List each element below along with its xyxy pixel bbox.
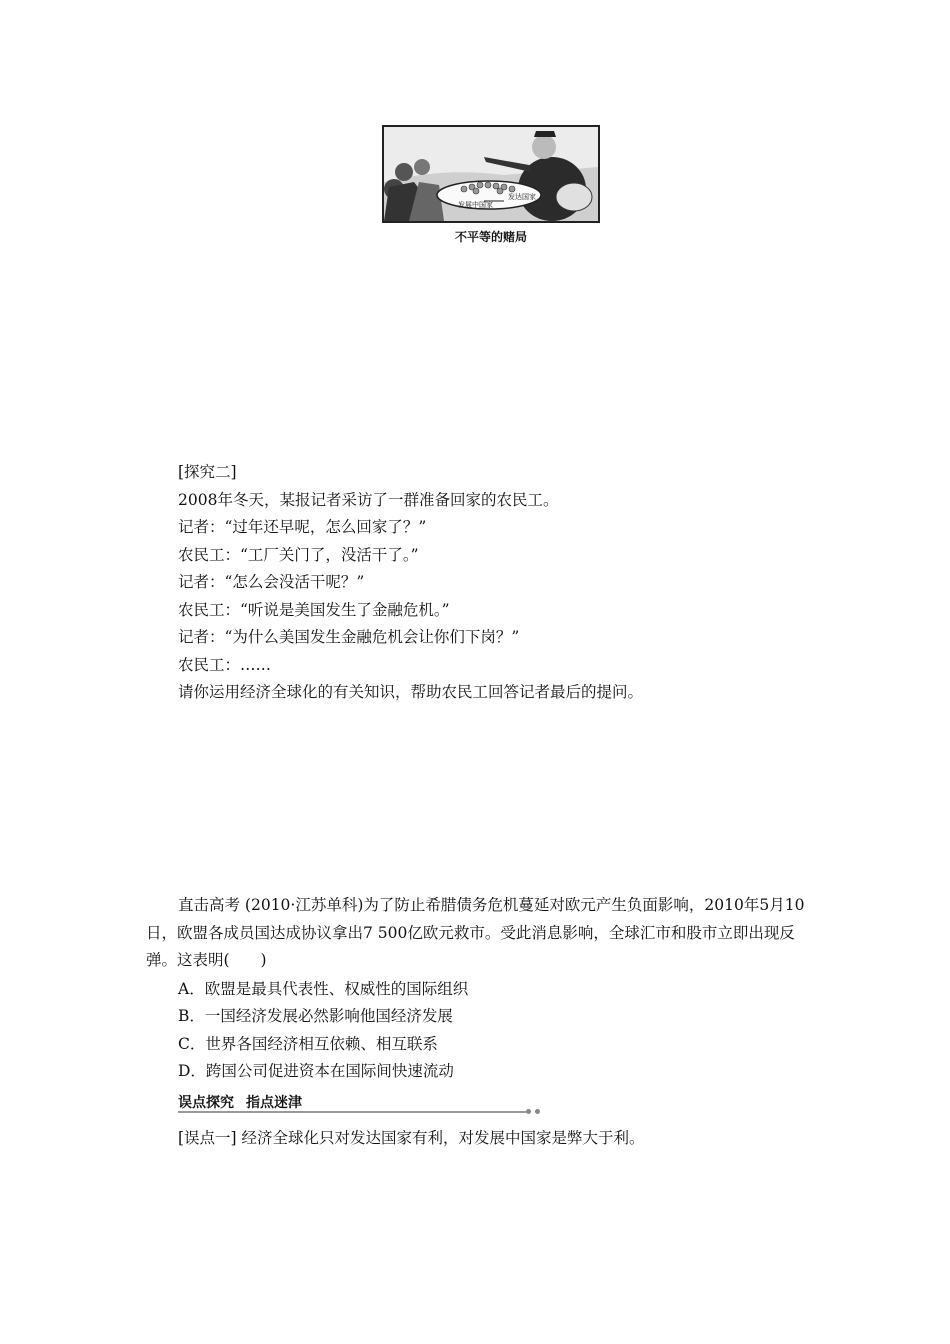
exam-question <box>146 892 810 975</box>
probe2-question: 请你运用经济全球化的有关知识，帮助农民工回答记者最后的提问。 <box>178 683 644 701</box>
rule-dot <box>526 1109 531 1114</box>
probe2-line: 2008年冬天，某报记者采访了一群准备回家的农民工。 <box>178 491 559 509</box>
section-title-b: 指点迷津 <box>246 1095 302 1111</box>
section-heading <box>178 1092 302 1112</box>
section-rule <box>178 1111 526 1113</box>
probe2-line: 记者：“过年还早呢，怎么回家了？” <box>178 518 427 536</box>
section-title-a: 误点探究 <box>178 1095 234 1111</box>
probe2-line: 农民工：“工厂关门了，没活干了。” <box>178 546 419 564</box>
label-developing: 发展中国家 <box>458 201 493 209</box>
probe2-line: 记者：“为什么美国发生金融危机会让你们下岗？” <box>178 628 520 646</box>
exam-option-a: A．欧盟是最具代表性、权威性的国际组织 <box>178 980 469 998</box>
probe2-line: 记者：“怎么会没活干呢？” <box>178 573 365 591</box>
label-developed: 发达国家 <box>508 193 536 201</box>
gambling-table-drawing <box>384 127 598 221</box>
exam-option-b: B．一国经济发展必然影响他国经济发展 <box>178 1007 453 1025</box>
exam-option-c: C．世界各国经济相互依赖、相互联系 <box>178 1035 438 1053</box>
error-point-1: [误点一] 经济全球化只对发达国家有利，对发展中国家是弊大于利。 <box>178 1129 645 1147</box>
probe2-line: 农民工：“听说是美国发生了金融危机。” <box>178 601 450 619</box>
cartoon-caption: 不平等的赌局 <box>454 230 527 244</box>
probe2-heading: [探究二] <box>178 463 237 481</box>
exam-stem: 直击高考 (2010·江苏单科)为了防止希腊债务危机蔓延对欧元产生负面影响，2010年5月10日，欧盟各成员国达成协议拿出7 500亿欧元救市。受此消息影响，全球汇市和股市立即出现反弹。这表明( ) <box>146 896 805 969</box>
probe2-line: 农民工：…… <box>178 656 272 674</box>
cartoon-illustration <box>382 125 600 223</box>
exam-option-d: D．跨国公司促进资本在国际间快速流动 <box>178 1062 454 1080</box>
rule-dot <box>535 1109 540 1114</box>
